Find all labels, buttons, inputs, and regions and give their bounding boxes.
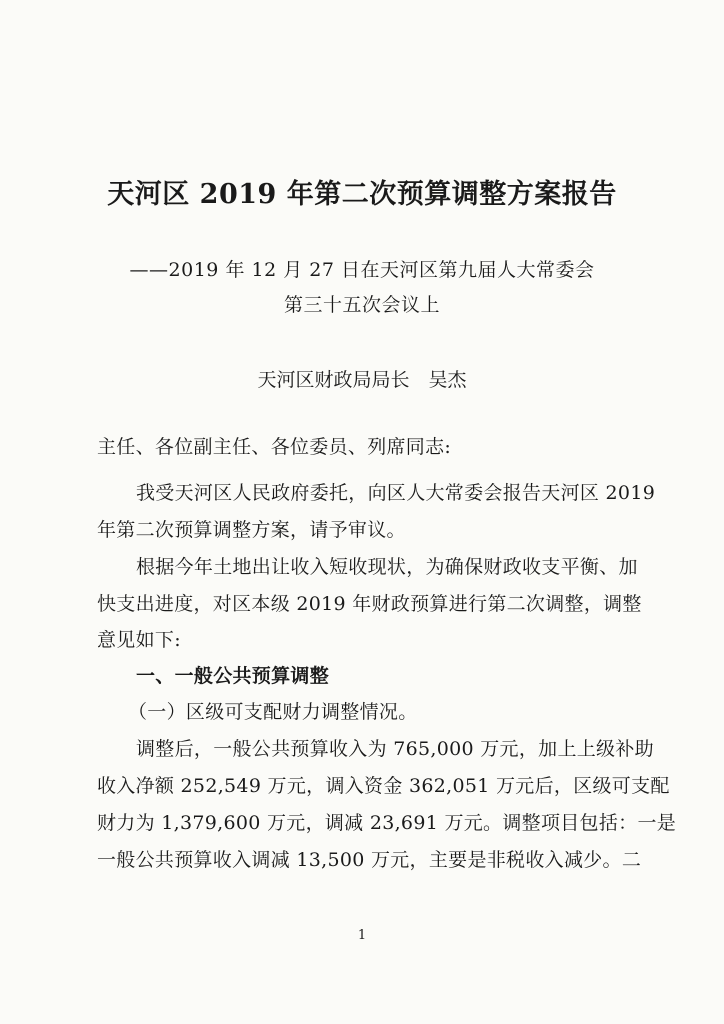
paragraph-3-line-2: 收入净额 252,549 万元，调入资金 362,051 万元后，区级可支配 [97, 775, 670, 797]
paragraph-1-line-2: 年第二次预算调整方案，请予审议。 [97, 519, 406, 541]
page-number: 1 [357, 928, 367, 943]
salutation: 主任、各位副主任、各位委员、列席同志: [97, 436, 452, 458]
document-subtitle-line1: ——2019 年 12 月 27 日在天河区第九届人大常委会 [129, 259, 595, 281]
speaker-line: 天河区财政局局长 吴杰 [257, 369, 467, 391]
paragraph-3-line-1: 调整后，一般公共预算收入为 765,000 万元，加上上级补助 [136, 738, 654, 760]
section-1-heading: 一、一般公共预算调整 [136, 665, 330, 687]
paragraph-1-line-1: 我受天河区人民政府委托，向区人大常委会报告天河区 2019 [136, 482, 656, 504]
paragraph-3-line-4: 一般公共预算收入调减 13,500 万元，主要是非税收入减少。二 [97, 849, 642, 871]
paragraph-2-line-3: 意见如下: [97, 629, 181, 651]
document-subtitle-line2: 第三十五次会议上 [283, 294, 440, 316]
paragraph-2-line-1: 根据今年土地出让收入短收现状，为确保财政收支平衡、加 [136, 556, 638, 578]
paragraph-3-line-3: 财力为 1,379,600 万元，调减 23,691 万元。调整项目包括：一是 [97, 812, 677, 834]
document-title: 天河区 2019 年第二次预算调整方案报告 [107, 179, 617, 210]
subsection-1-heading: （一）区级可支配财力调整情况。 [128, 701, 418, 723]
paragraph-2-line-2: 快支出进度，对区本级 2019 年财政预算进行第二次调整，调整 [97, 593, 642, 615]
